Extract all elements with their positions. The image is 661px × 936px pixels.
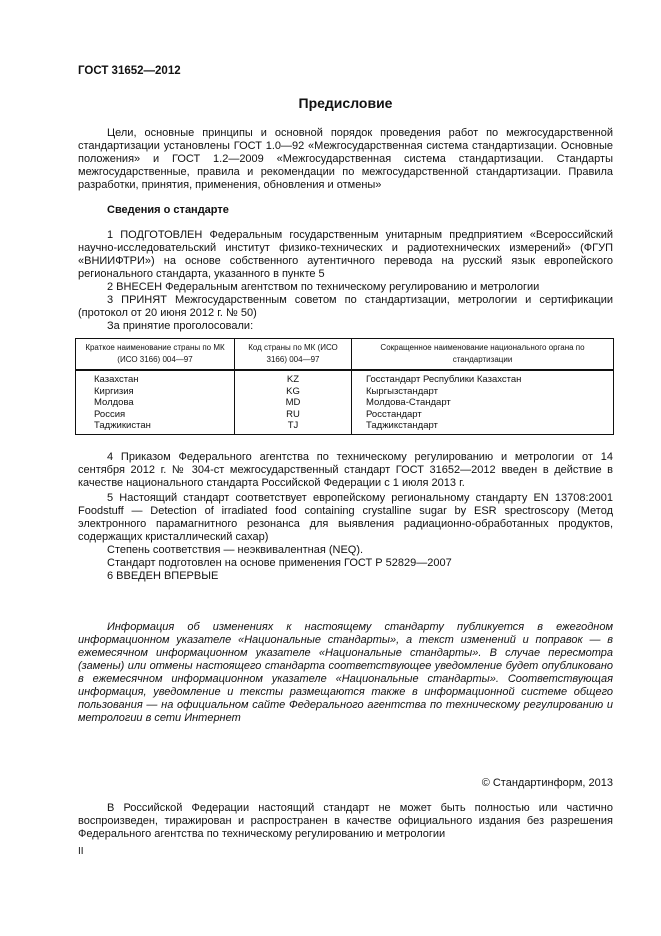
- standard-info-section: [78, 204, 613, 333]
- change-notice: Информация об изменениях к настоящему стандарту публикуется в ежегодном информационном указателе «Национальные стандарты», а текст изменений и поправок — в ежемесячном информационном указателе «Национальные стандарты». В случае пересмотра (замены) или отмены настоящего стандарта соответствующее уведомление будет опубликовано в ежемесячном информационном указателе «Национальные стандарты». Соответствующая информация, уведомление и тексты размещаются также в информационной системе общего пользования — на официальном сайте Федерального агентства по техническому регулированию и метрологии в сети Интернет: [78, 621, 613, 724]
- table-row: [76, 420, 614, 434]
- country-cell: Таджикистан: [76, 420, 235, 434]
- table-row: [76, 409, 614, 421]
- body-cell: Росстандарт: [352, 409, 614, 421]
- body-cell: Таджикстандарт: [352, 420, 614, 434]
- copyright: © Стандартинформ, 2013: [481, 777, 613, 789]
- basis-standard: Стандарт подготовлен на основе применения ГОСТ Р 52829—2007: [107, 557, 452, 569]
- code-cell: RU: [235, 409, 352, 421]
- table-header-row: [76, 339, 614, 371]
- country-cell: Казахстан: [76, 370, 235, 386]
- item-1: 1 ПОДГОТОВЛЕН Федеральным государственным унитарным предприятием «Всероссийский научно-исследовательский институт физико-технических и радиотехнических измерений» (ФГУП «ВНИИФТРИ») на основе собственного аутентичного перевода на русский язык европейского регионального стандарта, указанного в пункте 5: [78, 229, 613, 280]
- conformity-degree: Степень соответствия — неэквивалентная (NEQ).: [107, 544, 364, 556]
- body-cell: Кыргызстандарт: [352, 386, 614, 398]
- section-title: Сведения о стандарте: [107, 204, 229, 216]
- page-title: Предисловие: [298, 95, 393, 111]
- document-code: ГОСТ 31652—2012: [78, 65, 181, 77]
- page-number: II: [78, 846, 84, 857]
- country-cell: Молдова: [76, 397, 235, 409]
- country-cell: Киргизия: [76, 386, 235, 398]
- code-cell: MD: [235, 397, 352, 409]
- table-row: [76, 370, 614, 386]
- item-5: 5 Настоящий стандарт соответствует европейскому региональному стандарту EN 13708:2001 Foodstuff — Detection of irradiated food containing crystalline sugar by ESR spectroscopy (Метод электронного парамагнитного резонанса для выявления радиационно-обработанных продуктов, содержащих кристаллический сахар): [78, 492, 613, 543]
- rights-notice: В Российской Федерации настоящий стандарт не может быть полностью или частично воспроизведен, тиражирован и распространен в качестве официального издания без разрешения Федерального агентства по техническому регулированию и метрологии: [78, 802, 613, 840]
- voting-table: [75, 338, 614, 435]
- item-2: 2 ВНЕСЕН Федеральным агентством по техническому регулированию и метрологии: [107, 281, 540, 293]
- table-row: [76, 386, 614, 398]
- body-cell: Госстандарт Республики Казахстан: [352, 370, 614, 386]
- voted-label: За принятие проголосовали:: [107, 320, 254, 332]
- item-6: 6 ВВЕДЕН ВПЕРВЫЕ: [107, 570, 219, 582]
- change-notice-section: [78, 621, 613, 725]
- code-cell: KG: [235, 386, 352, 398]
- code-cell: TJ: [235, 420, 352, 434]
- body-cell: Молдова-Стандарт: [352, 397, 614, 409]
- item-4: 4 Приказом Федерального агентства по техническому регулированию и метрологии от 14 сентября 2012 г. № 304-ст межгосударственный стандарт ГОСТ 31652—2012 введен в действие в качестве национального стандарта Российской Федерации с 1 июля 2013 г.: [78, 451, 613, 489]
- table-row: [76, 397, 614, 409]
- header-code: Код страны по МК (ИСО 3166) 004—97: [235, 339, 352, 371]
- item-3: 3 ПРИНЯТ Межгосударственным советом по стандартизации, метрологии и сертификации (протокол от 20 июня 2012 г. № 50): [78, 294, 613, 319]
- rights-section: [78, 802, 613, 841]
- intro-section: [78, 127, 613, 192]
- header-body: Сокращенное наименование национального органа по стандартизации: [352, 339, 614, 371]
- country-cell: Россия: [76, 409, 235, 421]
- code-cell: KZ: [235, 370, 352, 386]
- header-country: Краткое наименование страны по МК (ИСО 3166) 004—97: [76, 339, 235, 371]
- implementation-section: [78, 451, 613, 583]
- intro-paragraph: Цели, основные принципы и основной порядок проведения работ по межгосударственной стандартизации установлены ГОСТ 1.0—92 «Межгосударственная система стандартизации. Основные положения» и ГОСТ 1.2—2009 «Межгосударственная система стандартизации. Стандарты межгосударственные, правила и рекомендации по межгосударственной стандартизации. Правила разработки, принятия, применения, обновления и отмены»: [78, 127, 613, 191]
